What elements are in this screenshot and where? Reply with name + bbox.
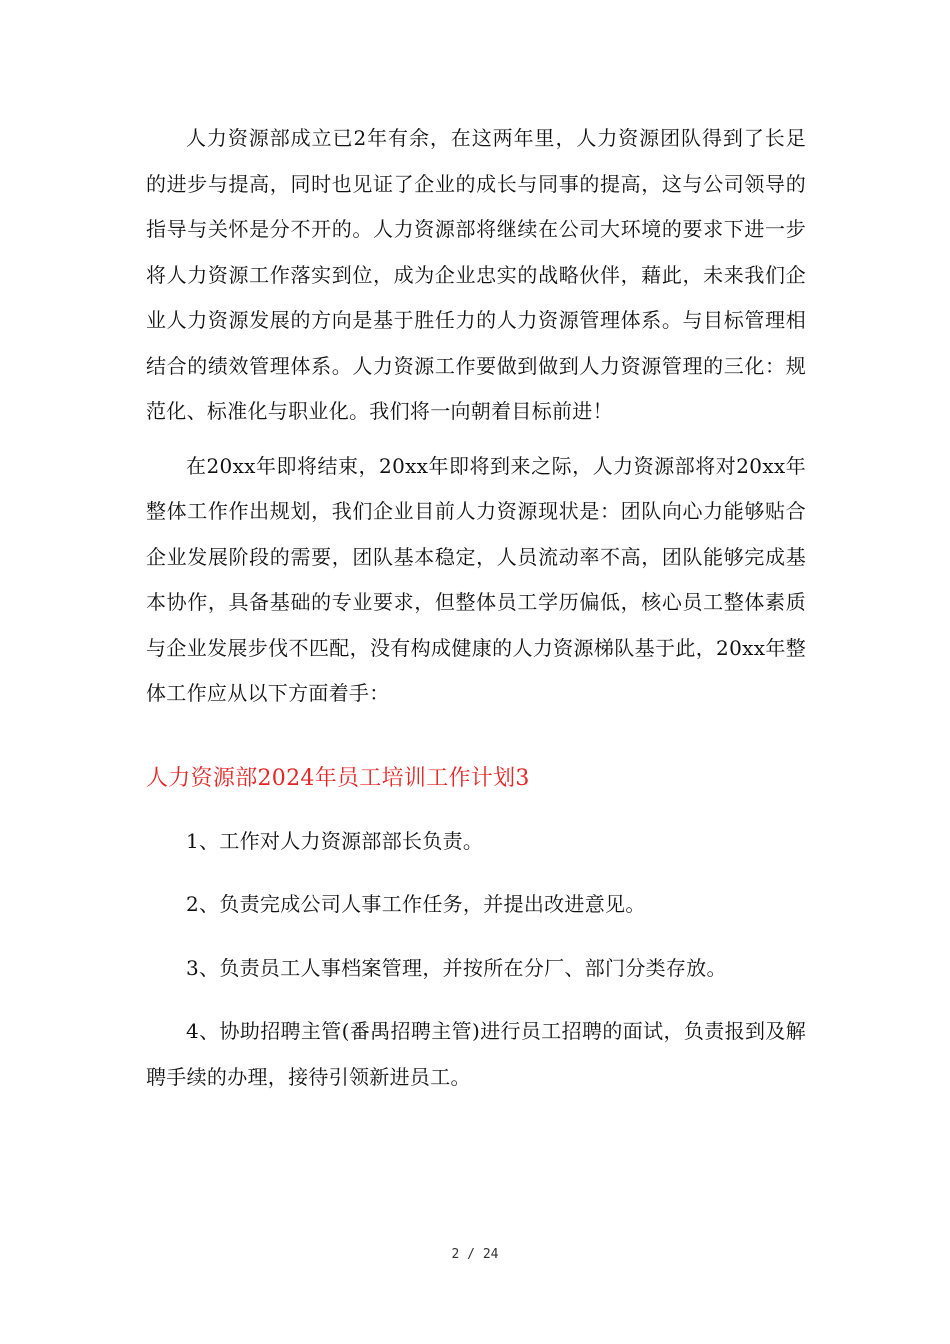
duty-list xyxy=(146,819,806,1101)
body-paragraph-1: 人力资源部成立已2年有余，在这两年里，人力资源团队得到了长足的进步与提高，同时也见证了企业的成长与同事的提高，这与公司领导的指导与关怀是分不开的。人力资源部将继续在公司大环境的要求下进一步将人力资源工作落实到位，成为企业忠实的战略伙伴，藉此，未来我们企业人力资源发展的方向是基于胜任力的人力资源管理体系。与目标管理相结合的绩效管理体系。人力资源工作要做到做到人力资源管理的三化：规范化、标准化与职业化。我们将一向朝着目标前进！ xyxy=(146,126,806,423)
list-item: 4、协助招聘主管(番禺招聘主管)进行员工招聘的面试，负责报到及解聘手续的办理，接待引领新进员工。 xyxy=(146,1019,806,1089)
section-heading: 人力资源部2024年员工培训工作计划3 xyxy=(146,765,530,791)
list-item: 3、负责员工人事档案管理，并按所在分厂、部门分类存放。 xyxy=(186,955,727,980)
page-number: 2 / 24 xyxy=(451,1247,499,1262)
list-item: 1、工作对人力资源部部长负责。 xyxy=(186,828,484,853)
body-paragraph-2: 在20xx年即将结束，20xx年即将到来之际，人力资源部将对20xx年整体工作作出规划，我们企业目前人力资源现状是：团队向心力能够贴合企业发展阶段的需要，团队基本稳定，人员流动率不高，团队能够完成基本协作，具备基础的专业要求，但整体员工学历偏低，核心员工整体素质与企业发展步伐不匹配，没有构成健康的人力资源梯队基于此，20xx年整体工作应从以下方面着手： xyxy=(146,453,806,705)
list-item: 2、负责完成公司人事工作任务，并提出改进意见。 xyxy=(186,892,646,916)
page-content xyxy=(146,116,806,1100)
